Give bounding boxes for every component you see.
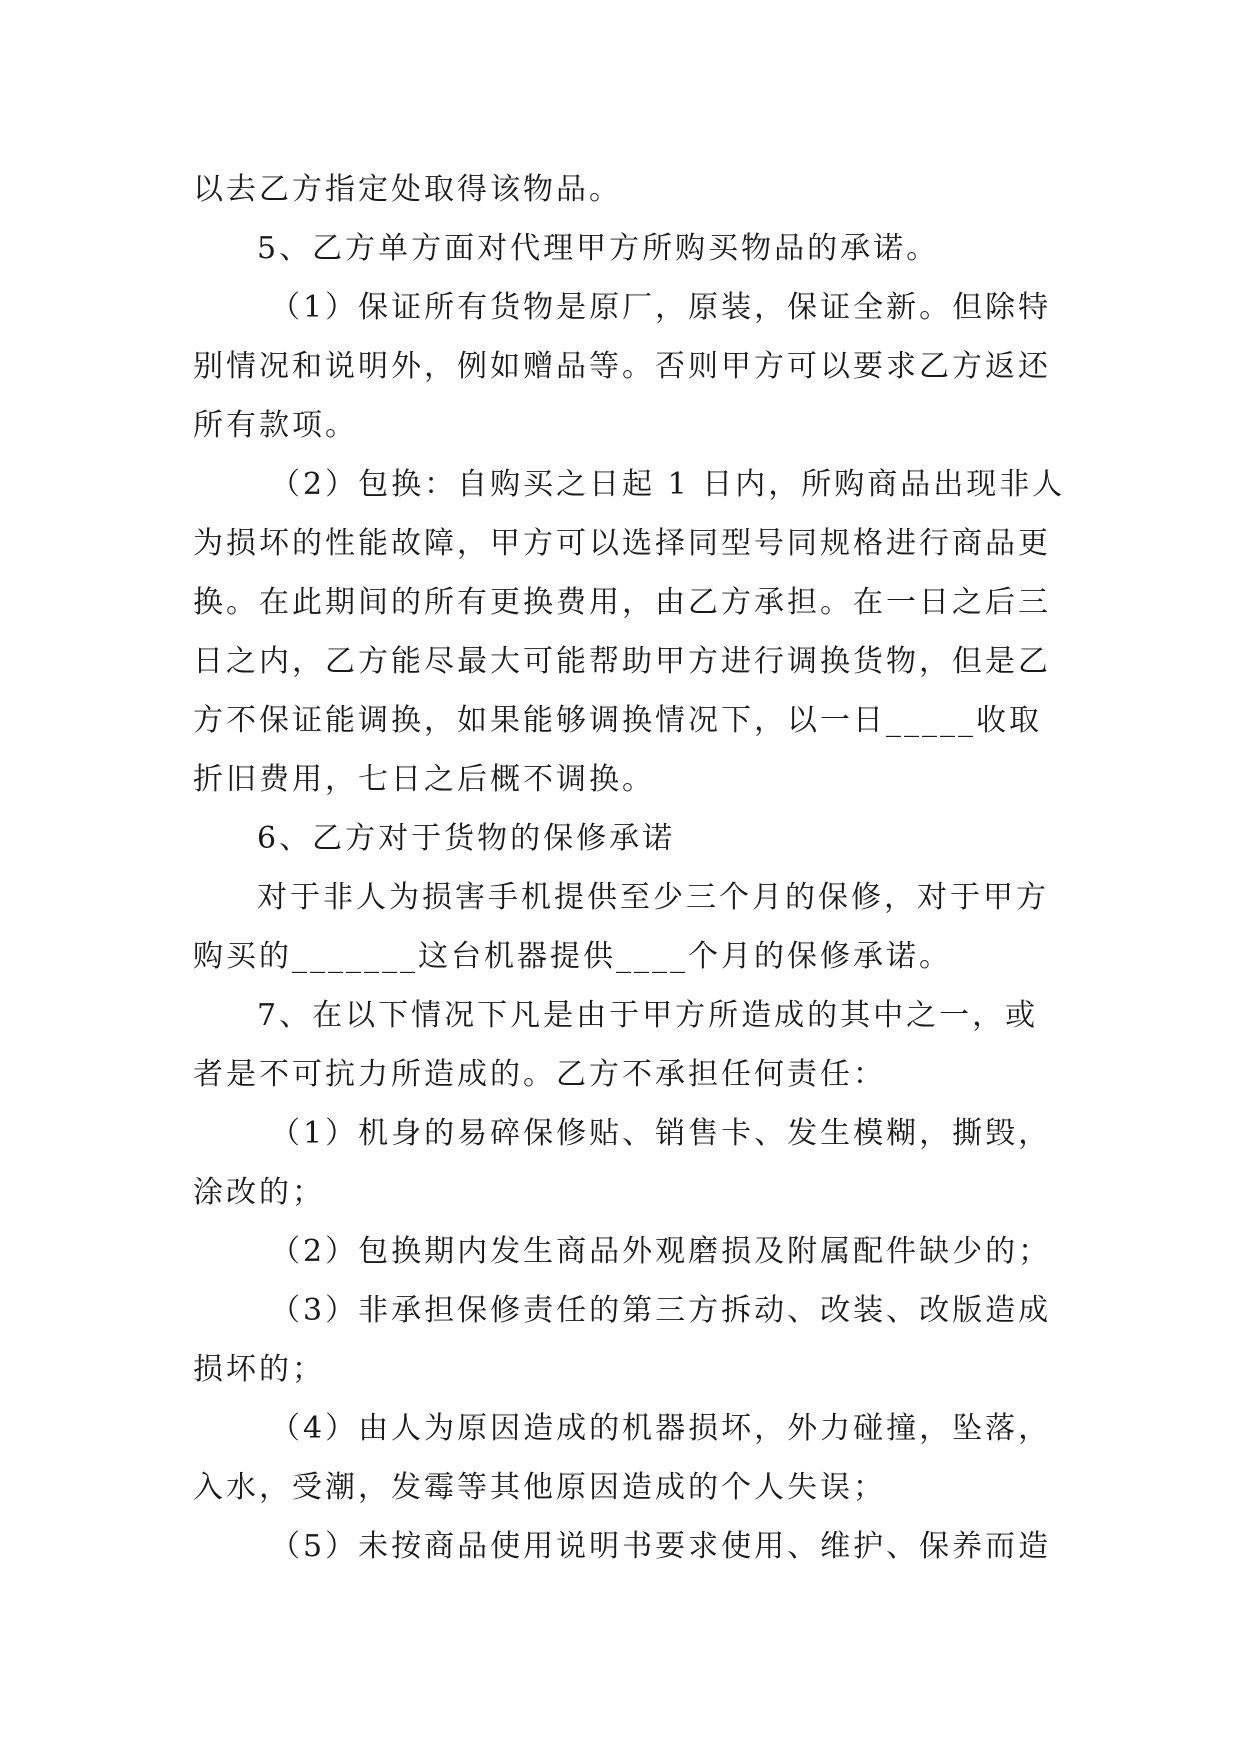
text-line: （4）由人为原因造成的机器损坏，外力碰撞，坠落， — [270, 1411, 1052, 1446]
text-line: （1）机身的易碎保修贴、销售卡、发生模糊，撕毁， — [270, 1116, 1052, 1151]
text-line: 损坏的； — [193, 1352, 325, 1387]
text-line: 换。在此期间的所有更换费用，由乙方承担。在一日之后三 — [193, 585, 1051, 620]
clause-6-heading: 6、乙方对于货物的保修承诺 — [257, 821, 676, 856]
text-line: 入水，受潮，发霉等其他原因造成的个人失误； — [193, 1470, 886, 1505]
clause-7-heading: 7、在以下情况下凡是由于甲方所造成的其中之一，或 — [257, 998, 1039, 1033]
text-line: 以去乙方指定处取得该物品。 — [193, 172, 622, 207]
text-line: 对于非人为损害手机提供至少三个月的保修，对于甲方 — [257, 880, 1049, 915]
text-line: 为损坏的性能故障，甲方可以选择同型号同规格进行商品更 — [193, 526, 1051, 561]
text-line: 日之内，乙方能尽最大可能帮助甲方进行调换货物，但是乙 — [193, 644, 1051, 679]
text-line: 方不保证能调换，如果能够调换情况下，以一日_____收取 — [193, 703, 1042, 738]
text-line: （1）保证所有货物是原厂，原装，保证全新。但除特 — [270, 290, 1052, 325]
text-line: 者是不可抗力所造成的。乙方不承担任何责任： — [193, 1057, 886, 1092]
text-line: 折旧费用，七日之后概不调换。 — [193, 762, 655, 797]
text-line: （2）包换：自购买之日起 1 日内，所购商品出现非人 — [270, 467, 1066, 502]
text-line: 所有款项。 — [193, 408, 358, 443]
text-line: 购买的_______这台机器提供____个月的保修承诺。 — [193, 939, 952, 974]
clause-5-heading: 5、乙方单方面对代理甲方所购买物品的承诺。 — [257, 231, 940, 266]
document-body — [193, 160, 1066, 1576]
text-line: 涂改的； — [193, 1175, 325, 1210]
text-line: （3）非承担保修责任的第三方拆动、改装、改版造成 — [270, 1293, 1052, 1328]
text-line: （5）未按商品使用说明书要求使用、维护、保养而造 — [270, 1529, 1052, 1564]
text-line: （2）包换期内发生商品外观磨损及附属配件缺少的； — [270, 1234, 1052, 1269]
text-line: 别情况和说明外，例如赠品等。否则甲方可以要求乙方返还 — [193, 349, 1051, 384]
